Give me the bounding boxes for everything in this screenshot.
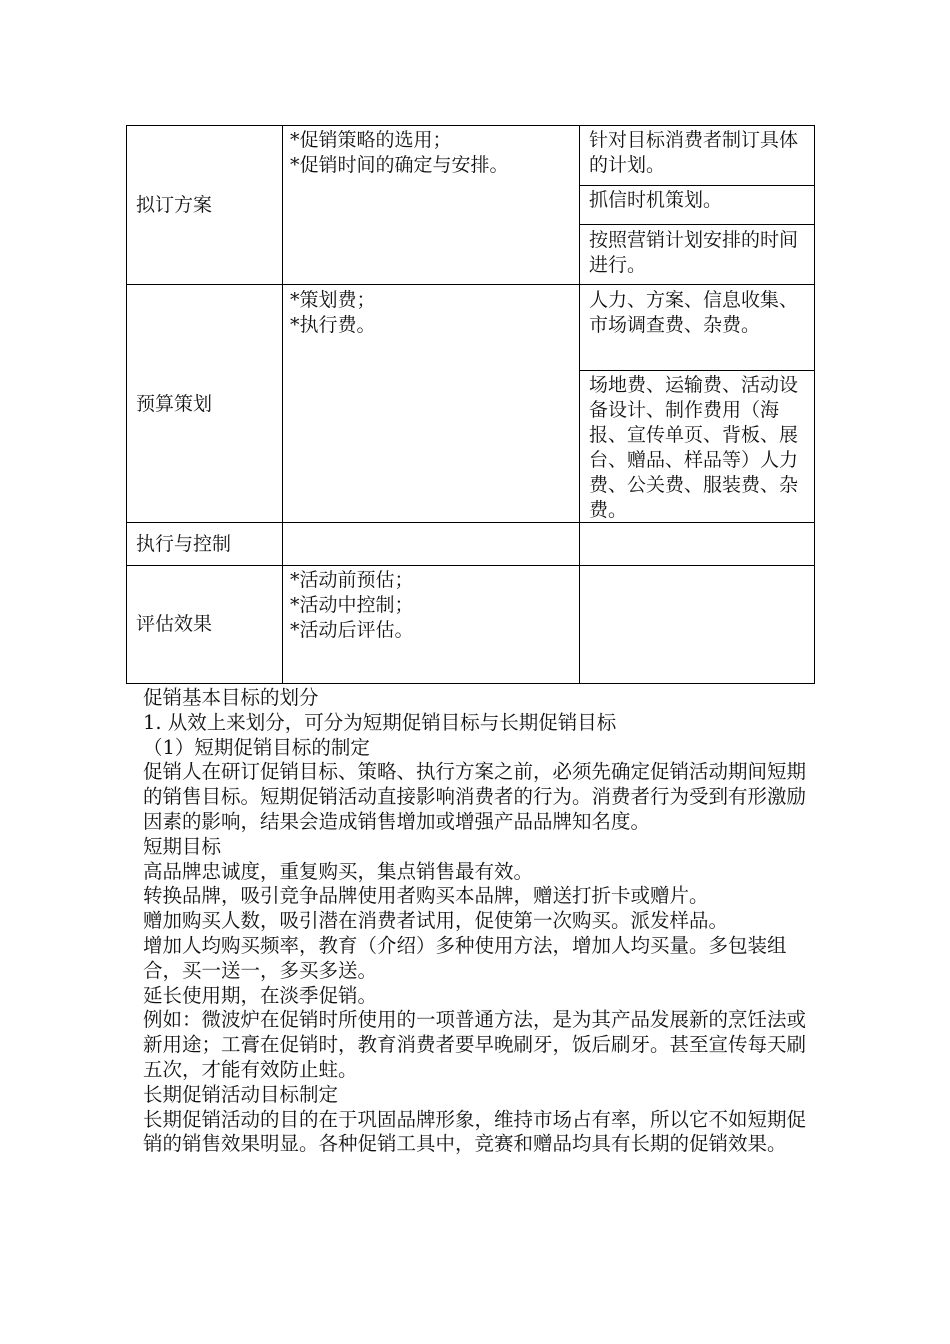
table-row-divider [126, 565, 815, 566]
paragraph: 增加人均购买频率，教育（介绍）多种使用方法，增加人均买量。多包装组合，买一送一，多买多送。 [143, 933, 787, 982]
document-body [143, 686, 813, 1157]
table-border-top [126, 125, 815, 126]
paragraph: 长期促销活动目标制定 [143, 1082, 339, 1106]
row-note: 按照营销计划安排的时间进行。 [589, 229, 799, 276]
row-label: 评估效果 [136, 613, 213, 635]
table-border-left [126, 125, 127, 684]
paragraph: 1. 从效上来划分，可分为短期促销目标与长期促销目标 [143, 710, 617, 734]
table-border-col1 [282, 125, 283, 684]
row-label: 执行与控制 [136, 533, 232, 555]
paragraph: 转换品牌，吸引竞争品牌使用者购买本品牌，赠送打折卡或赠片。 [143, 884, 709, 908]
table-row-divider [579, 185, 815, 186]
row-note: 场地费、运输费、活动设备设计、制作费用（海报、宣传单页、背板、展台、赠品、样品等）人力费、公关费、服装费、杂费。 [589, 374, 799, 521]
table-row-divider [126, 284, 815, 285]
row-label: 拟订方案 [136, 194, 213, 216]
row-note: 针对目标消费者制订具体的计划。 [589, 129, 799, 176]
table-border-right [814, 125, 815, 684]
paragraph: 高品牌忠诚度，重复购买，集点销售最有效。 [143, 859, 534, 883]
paragraph: （1）短期促销目标的制定 [143, 735, 370, 759]
table-border-col2 [579, 125, 580, 684]
paragraph: 赠加购买人数，吸引潜在消费者试用，促使第一次购买。派发样品。 [143, 909, 729, 933]
row-items: *促销策略的选用； *促销时间的确定与安排。 [290, 129, 509, 176]
table-row-divider [579, 370, 815, 371]
row-note: 抓信时机策划。 [589, 189, 723, 211]
paragraph: 例如：微波炉在促销时所使用的一项普通方法，是为其产品发展新的烹饪法或新用途；工膏在促销时，教育消费者要早晚刷牙，饭后刷牙。甚至宣传每天刷五次，才能有效防止蛀。 [143, 1008, 807, 1081]
table-row-divider [579, 224, 815, 225]
table-border-bottom [126, 683, 815, 684]
row-items: *活动前预估； *活动中控制； *活动后评估。 [290, 569, 414, 641]
row-label: 预算策划 [136, 393, 213, 415]
section-heading: 促销基本目标的划分 [143, 686, 319, 709]
paragraph: 长期促销活动的目的在于巩固品牌形象，维持市场占有率，所以它不如短期促销的销售效果明显。各种促销工具中，竞赛和赠品均具有长期的促销效果。 [143, 1107, 807, 1156]
paragraph: 短期目标 [143, 834, 222, 858]
row-note: 人力、方案、信息收集、市场调查费、杂费。 [589, 289, 799, 336]
paragraph: 延长使用期，在淡季促销。 [143, 983, 378, 1007]
row-items: *策划费； *执行费。 [290, 289, 376, 336]
paragraph: 促销人在研订促销目标、策略、执行方案之前，必须先确定促销活动期间短期的销售目标。短期促销活动直接影响消费者的行为。消费者行为受到有形激励因素的影响，结果会造成销售增加或增强产品品牌知名度。 [143, 760, 807, 833]
